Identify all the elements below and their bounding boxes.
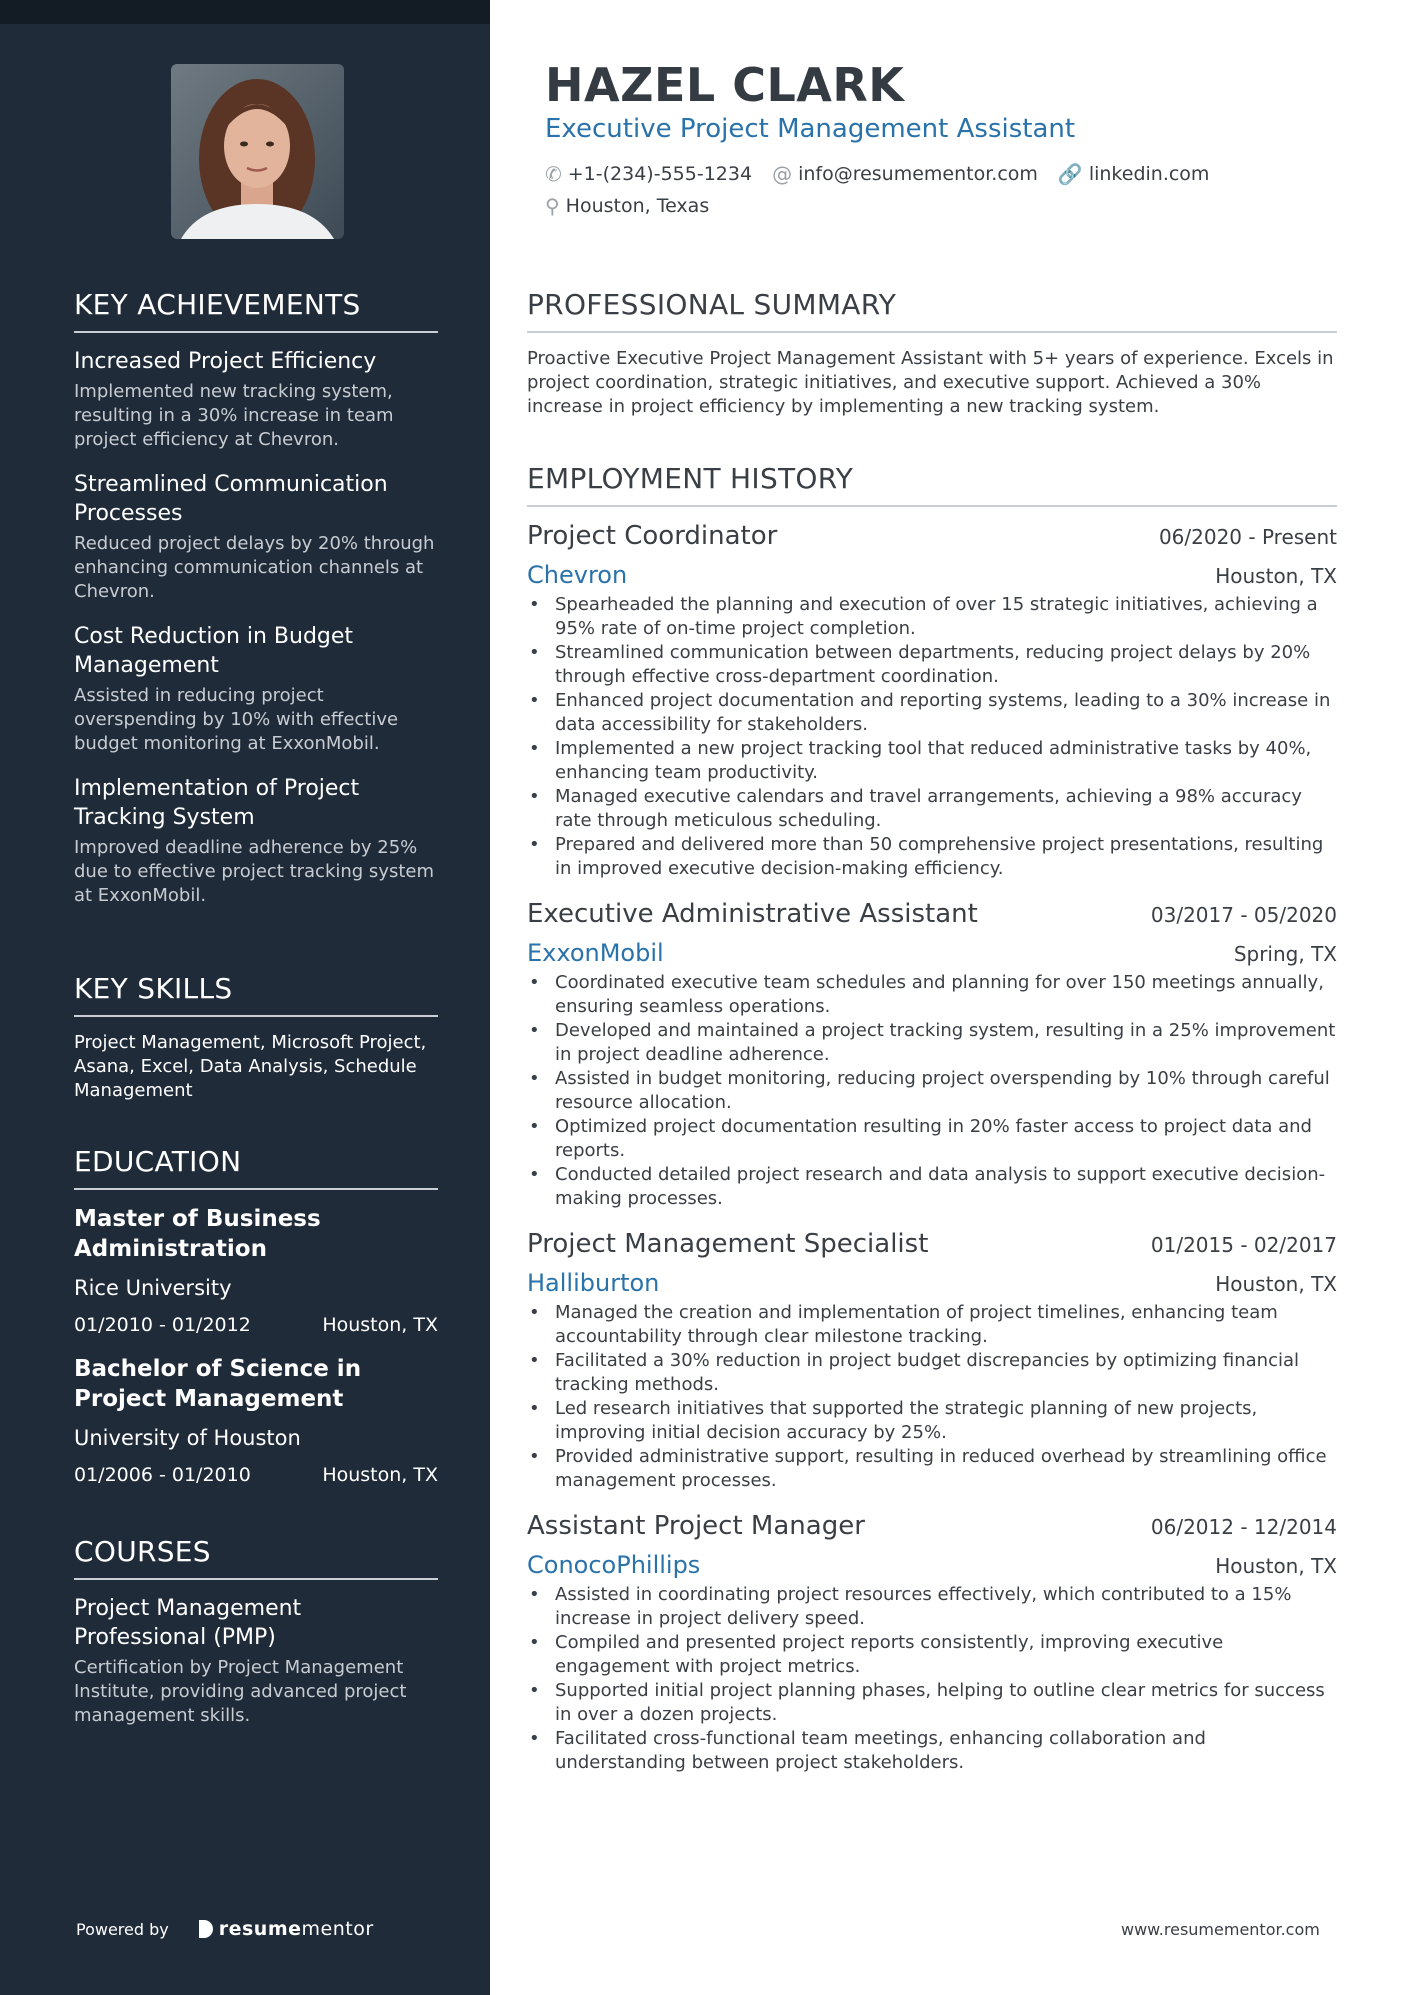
candidate-name: HAZEL CLARK xyxy=(545,58,905,112)
job-location: Spring, TX xyxy=(1233,942,1337,966)
job-bullet: • Developed and maintained a project tracking system, resulting in a 25% improvement in project deadline adherence. xyxy=(527,1019,1337,1067)
job-bullet: • Prepared and delivered more than 50 comprehensive project presentations, resulting in improved executive decision-making efficiency. xyxy=(527,833,1337,881)
job-bullet: • Conducted detailed project research and data analysis to support executive decision-making processes. xyxy=(527,1163,1337,1211)
employment-history-section xyxy=(527,462,1337,1793)
job-bullets xyxy=(527,1583,1337,1775)
achievement-description: Improved deadline adherence by 25% due to effective project tracking system at ExxonMobil. xyxy=(74,837,435,906)
achievement-title: Cost Reduction in Budget Management xyxy=(74,624,354,678)
achievement-title: Streamlined Communication Processes xyxy=(74,472,388,526)
education-school: University of Houston xyxy=(74,1426,301,1450)
job-bullets xyxy=(527,971,1337,1211)
job-bullet: • Assisted in coordinating project resources effectively, which contributed to a 15% increase in project delivery speed. xyxy=(527,1583,1337,1631)
job-role: Assistant Project Manager xyxy=(527,1511,865,1541)
job-bullet: • Optimized project documentation resulting in 20% faster access to project data and reports. xyxy=(527,1115,1337,1163)
brand-bold: resume xyxy=(218,1918,302,1940)
at-sign-icon: @ xyxy=(772,162,793,186)
achievement-description: Implemented new tracking system, resulting in a 30% increase in team project efficiency at Chevron. xyxy=(74,381,394,450)
contact-linkedin[interactable] xyxy=(1058,162,1210,186)
email-text: info@resumementor.com xyxy=(798,163,1038,185)
education-degree: Master of Business Administration xyxy=(74,1206,321,1262)
phone-text: +1-(234)-555-1234 xyxy=(567,163,753,185)
contact-info xyxy=(545,162,1245,226)
job-bullet: • Managed executive calendars and travel arrangements, achieving a 98% accuracy rate through meticulous scheduling. xyxy=(527,785,1337,833)
job-bullet: • Implemented a new project tracking tool that reduced administrative tasks by 40%, enhancing team productivity. xyxy=(527,737,1337,785)
job-role: Executive Administrative Assistant xyxy=(527,899,978,929)
resumementor-logo[interactable] xyxy=(199,1918,374,1940)
achievement-item xyxy=(74,470,438,604)
education-degree: Bachelor of Science in Project Management xyxy=(74,1356,362,1412)
education-school: Rice University xyxy=(74,1276,232,1300)
course-item xyxy=(74,1594,438,1728)
education-heading: EDUCATION xyxy=(74,1145,438,1190)
brand-light: mentor xyxy=(301,1918,374,1940)
location-pin-icon: ⚲ xyxy=(545,194,560,218)
job-company: ConocoPhillips xyxy=(527,1551,701,1579)
job-bullet: • Streamlined communication between departments, reducing project delays by 20% through effective cross-department coordination. xyxy=(527,641,1337,689)
education-item xyxy=(74,1354,438,1486)
achievement-title: Increased Project Efficiency xyxy=(74,349,377,374)
linkedin-text: linkedin.com xyxy=(1088,163,1210,185)
contact-phone[interactable] xyxy=(545,162,752,186)
job-company: Halliburton xyxy=(527,1269,660,1297)
education-location: Houston, TX xyxy=(322,1314,438,1336)
contact-location xyxy=(545,194,709,218)
job-bullet: • Assisted in budget monitoring, reducing project overspending by 10% through careful resource allocation. xyxy=(527,1067,1337,1115)
job-bullet: • Facilitated a 30% reduction in project budget discrepancies by optimizing financial tracking methods. xyxy=(527,1349,1337,1397)
achievement-description: Reduced project delays by 20% through enhancing communication channels at Chevron. xyxy=(74,533,435,602)
professional-summary-section xyxy=(527,288,1337,419)
achievement-item xyxy=(74,347,438,452)
job-bullet: • Spearheaded the planning and execution of over 15 strategic initiatives, achieving a 95% rate of on-time project completion. xyxy=(527,593,1337,641)
skills-list: Project Management, Microsoft Project, Asana, Excel, Data Analysis, Schedule Management xyxy=(74,1032,427,1101)
job-bullet: • Facilitated cross-functional team meetings, enhancing collaboration and understanding between project stakeholders. xyxy=(527,1727,1337,1775)
summary-text: Proactive Executive Project Management Assistant with 5+ years of experience. Excels in project coordination, strategic initiatives, and executive support. Achieved a 30% increase in project efficiency by implementing a new tracking system. xyxy=(527,348,1334,417)
job-dates: 06/2012 - 12/2014 xyxy=(1150,1515,1337,1539)
key-achievements-section xyxy=(74,288,438,926)
job-company: Chevron xyxy=(527,561,628,589)
job-entry xyxy=(527,521,1337,881)
job-location: Houston, TX xyxy=(1215,1554,1337,1578)
education-dates: 01/2006 - 01/2010 xyxy=(74,1464,251,1486)
link-icon: 🔗 xyxy=(1057,162,1083,186)
job-location: Houston, TX xyxy=(1215,564,1337,588)
candidate-title: Executive Project Management Assistant xyxy=(545,114,1076,144)
job-dates: 03/2017 - 05/2020 xyxy=(1150,903,1337,927)
employment-history-heading: EMPLOYMENT HISTORY xyxy=(527,462,1337,507)
job-bullets xyxy=(527,593,1337,881)
profile-photo xyxy=(171,64,344,239)
powered-by xyxy=(76,1918,374,1940)
courses-section xyxy=(74,1535,438,1728)
courses-heading: COURSES xyxy=(74,1535,438,1580)
job-entry xyxy=(527,1229,1337,1493)
education-location: Houston, TX xyxy=(322,1464,438,1486)
resumementor-logo-icon xyxy=(199,1920,213,1938)
job-entry xyxy=(527,1511,1337,1775)
course-title: Project Management Professional (PMP) xyxy=(74,1596,302,1650)
achievement-description: Assisted in reducing project overspending by 10% with effective budget monitoring at ExxonMobil. xyxy=(74,685,399,754)
footer-website-link[interactable]: www.resumementor.com xyxy=(1121,1920,1320,1939)
job-entry xyxy=(527,899,1337,1211)
professional-summary-heading: PROFESSIONAL SUMMARY xyxy=(527,288,1337,333)
job-bullet: • Supported initial project planning phases, helping to outline clear metrics for success in over a dozen projects. xyxy=(527,1679,1337,1727)
achievement-title: Implementation of Project Tracking System xyxy=(74,776,360,830)
powered-by-label: Powered by xyxy=(76,1919,169,1939)
job-bullet: • Enhanced project documentation and reporting systems, leading to a 30% increase in data accessibility for stakeholders. xyxy=(527,689,1337,737)
phone-icon: ✆ xyxy=(545,162,562,186)
job-bullet: • Managed the creation and implementation of project timelines, enhancing team accountability through clear milestone tracking. xyxy=(527,1301,1337,1349)
achievement-item xyxy=(74,622,438,756)
education-item xyxy=(74,1204,438,1336)
sidebar-top-band xyxy=(0,0,490,24)
job-dates: 06/2020 - Present xyxy=(1158,525,1337,549)
education-section xyxy=(74,1145,438,1504)
job-bullet: • Compiled and presented project reports consistently, improving executive engagement with project metrics. xyxy=(527,1631,1337,1679)
achievement-item xyxy=(74,774,438,908)
job-bullets xyxy=(527,1301,1337,1493)
job-role: Project Management Specialist xyxy=(527,1229,929,1259)
job-bullet: • Coordinated executive team schedules and planning for over 150 meetings annually, ensuring seamless operations. xyxy=(527,971,1337,1019)
job-bullet: • Provided administrative support, resulting in reduced overhead by streamlining office management processes. xyxy=(527,1445,1337,1493)
sidebar xyxy=(0,0,490,1995)
job-role: Project Coordinator xyxy=(527,521,778,551)
key-achievements-heading: KEY ACHIEVEMENTS xyxy=(74,288,438,333)
job-company: ExxonMobil xyxy=(527,939,664,967)
education-dates: 01/2010 - 01/2012 xyxy=(74,1314,251,1336)
contact-email[interactable] xyxy=(772,162,1038,186)
course-description: Certification by Project Management Institute, providing advanced project management skills. xyxy=(74,1657,407,1726)
location-text: Houston, Texas xyxy=(565,195,710,217)
job-bullet: • Led research initiatives that supported the strategic planning of new projects, improving initial decision accuracy by 25%. xyxy=(527,1397,1337,1445)
job-location: Houston, TX xyxy=(1215,1272,1337,1296)
key-skills-heading: KEY SKILLS xyxy=(74,972,438,1017)
key-skills-section xyxy=(74,972,438,1103)
job-dates: 01/2015 - 02/2017 xyxy=(1150,1233,1337,1257)
